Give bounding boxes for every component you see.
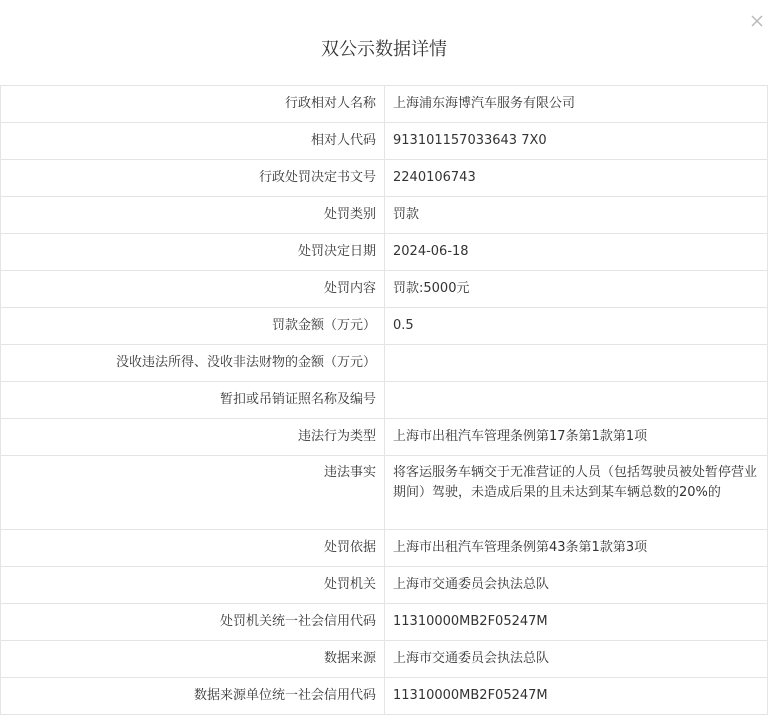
- field-label: 数据来源单位统一社会信用代码: [1, 678, 385, 715]
- table-row: [1, 197, 768, 234]
- field-value: 上海市交通委员会执法总队: [385, 567, 768, 604]
- field-label: 违法事实: [1, 456, 385, 530]
- field-value: 11310000MB2F05247M: [385, 604, 768, 641]
- field-label: 违法行为类型: [1, 419, 385, 456]
- table-row: [1, 234, 768, 271]
- field-value: 上海市交通委员会执法总队: [385, 641, 768, 678]
- field-value: [385, 345, 768, 382]
- table-row: [1, 123, 768, 160]
- table-row: [1, 382, 768, 419]
- field-label: 处罚依据: [1, 530, 385, 567]
- field-value: 0.5: [385, 308, 768, 345]
- field-label: 行政处罚决定书文号: [1, 160, 385, 197]
- field-value: 2240106743: [385, 160, 768, 197]
- table-row: [1, 567, 768, 604]
- field-value: 将客运服务车辆交于无准营证的人员（包括驾驶员被处暂停营业期间）驾驶，未造成后果的且未达到某车辆总数的20%的: [385, 456, 768, 530]
- table-row: [1, 456, 768, 530]
- dialog-title: 双公示数据详情: [321, 39, 447, 60]
- field-label: 暂扣或吊销证照名称及编号: [1, 382, 385, 419]
- field-label: 处罚类别: [1, 197, 385, 234]
- field-value: 11310000MB2F05247M: [385, 678, 768, 715]
- field-label: 处罚机关统一社会信用代码: [1, 604, 385, 641]
- table-row: [1, 86, 768, 123]
- table-row: [1, 271, 768, 308]
- field-value: 2024-06-18: [385, 234, 768, 271]
- close-icon[interactable]: [750, 14, 764, 28]
- table-row: [1, 160, 768, 197]
- table-row: [1, 308, 768, 345]
- field-value: 上海浦东海博汽车服务有限公司: [385, 86, 768, 123]
- field-label: 处罚内容: [1, 271, 385, 308]
- field-value: 上海市出租汽车管理条例第43条第1款第3项: [385, 530, 768, 567]
- field-label: 数据来源: [1, 641, 385, 678]
- field-value: [385, 382, 768, 419]
- table-row: [1, 419, 768, 456]
- field-label: 行政相对人名称: [1, 86, 385, 123]
- table-row: [1, 530, 768, 567]
- field-label: 处罚决定日期: [1, 234, 385, 271]
- field-value: 罚款:5000元: [385, 271, 768, 308]
- table-row: [1, 345, 768, 382]
- field-label: 罚款金额（万元）: [1, 308, 385, 345]
- field-label: 处罚机关: [1, 567, 385, 604]
- details-table: [0, 85, 768, 715]
- field-label: 没收违法所得、没收非法财物的金额（万元）: [1, 345, 385, 382]
- table-row: [1, 678, 768, 715]
- field-label: 相对人代码: [1, 123, 385, 160]
- field-value: 913101157033643 7X0: [385, 123, 768, 160]
- table-row: [1, 604, 768, 641]
- table-row: [1, 641, 768, 678]
- field-value: 上海市出租汽车管理条例第17条第1款第1项: [385, 419, 768, 456]
- field-value: 罚款: [385, 197, 768, 234]
